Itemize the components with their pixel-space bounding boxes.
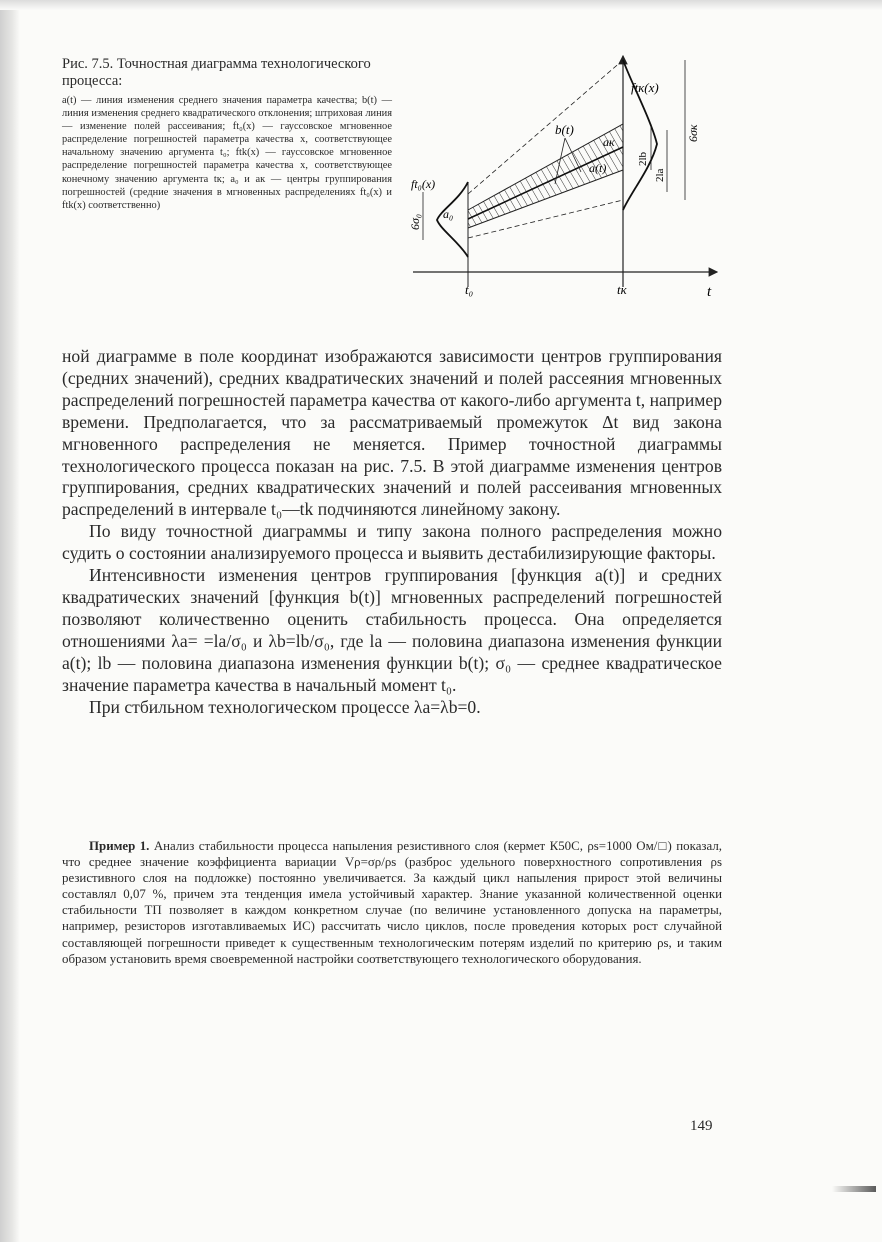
label-6s0: 6σ₀ <box>408 213 422 230</box>
main-text <box>62 346 722 718</box>
label-t0: t₀ <box>465 282 474 297</box>
example-block <box>62 838 722 967</box>
scan-left-edge <box>0 0 20 1242</box>
paragraph-3: Интенсивности изменения центров группирования [функция a(t)] и средних квадратических значений [функция b(t)] мгновенных распределений погрешностей позволяют количественно оценить стабильность процесса. Она определяется отношениями λa= =la/σ₀ и λb=lb/σ₀, где la — половина диапазона изменения функции a(t); lb — половина диапазона изменения функции b(t); σ₀ — среднее квадратическое значение параметра качества в начальный момент t₀. <box>62 565 722 695</box>
caption-body-text: a(t) — линия изменения среднего значения параметра качества; b(t) — линия изменения среднего квадратического отклонения; штриховая линия — изменение полей рассеивания; ft₀(x) — гауссовское мгновенное распределение погрешностей параметра качества x, соответствующее начальному значению аргумента t₀; ftk(x) — гауссовское мгновенное распределение погрешностей параметра качества x, соответствующее конечному значению аргумента tк; a₀ и aк — центры группирования погрешностей (средние значения в мгновенных распределениях ft₀(x) и ftk(x) соответственно) <box>62 95 392 211</box>
scan-mark <box>832 1186 876 1192</box>
paragraph-1: ной диаграмме в поле координат изображаются зависимости центров группирования (средних значений), средних квадратических значений и полей рассеяния мгновенных распределений погрешностей параметра качества от какого-либо аргумента t, например времени. Предполагается, что за рассматриваемый промежуток Δt вид закона мгновенного распределения не меняется. Пример точностной диаграммы технологического процесса показан на рис. 7.5. В этой диаграмме изменения центров группирования, средних квадратических значений и полей рассеивания мгновенных распределений в интервале t₀—tk подчиняются линейному закону. <box>62 346 722 520</box>
a-line <box>468 147 623 219</box>
label-tk: tк <box>617 282 627 297</box>
paragraph-2: По виду точностной диаграммы и типу закона полного распределения можно судить о состоянии анализируемого процесса и выявить дестабилизирующие факторы. <box>62 521 722 564</box>
label-2lb: 2lb <box>637 151 649 166</box>
label-2la: 2la <box>654 168 666 182</box>
scan-top-edge <box>0 0 882 10</box>
label-ft0: ft₀(x) <box>411 177 436 191</box>
b-band <box>468 124 623 228</box>
paragraph-4: При стбильном технологическом процессе λa=λb=0. <box>89 696 481 717</box>
example-label: Пример 1. <box>89 839 150 853</box>
caption-title: Рис. 7.5. Точностная диаграмма технологического процесса: <box>62 56 371 89</box>
label-ak: aк <box>603 135 615 149</box>
label-t: t <box>707 284 712 300</box>
page-number: 149 <box>690 1118 713 1134</box>
caption-body <box>62 94 392 212</box>
label-at: a(t) <box>589 161 607 175</box>
accuracy-diagram <box>405 42 735 304</box>
figure-caption <box>62 56 392 212</box>
label-a0: a₀ <box>443 207 454 221</box>
label-bt: b(t) <box>555 122 574 137</box>
label-6sk: 6σк <box>686 124 700 142</box>
example-text: Анализ стабильности процесса напыления резистивного слоя (кермет К50С, ρs=1000 Ом/□) показал, что среднее значение коэффициента вариации Vρ=σρ/ρs (разброс удельного поверхностного сопротивления ρs резистивного слоя на подложке) постоянно увеличивается. За каждый цикл напыления прирост этой величины составлял 0,07 %, причем эта тенденция имела устойчивый характер. Знание указанной количественной оценки стабильности ТП позволяет в каждом конкретном случае (по величине установленного допуска на параметры, например, резисторов изготавливаемых ИС) рассчитать число циклов, после проведения которых рост случайной составляющей погрешности приведет к существенным технологическим потерям изделий по критерию ρs, и таким образом установить время своевременной настройки соответствующего технологического оборудования. <box>62 839 722 966</box>
label-ftk: ftк(x) <box>631 80 659 95</box>
